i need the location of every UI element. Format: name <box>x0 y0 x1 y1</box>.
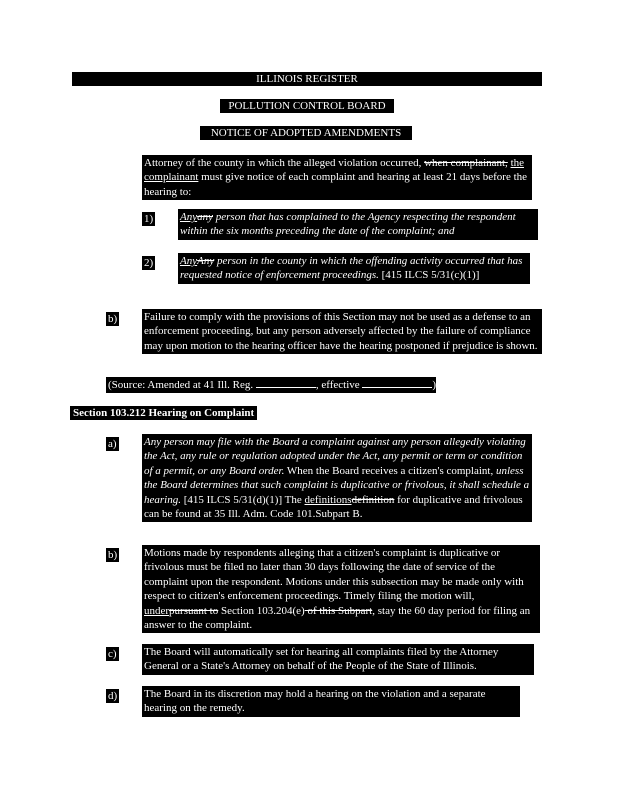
sec-c-text: The Board will automatically set for hearing all complaints filed by the Attorney General or a State's Attorney on behalf of the People of the State of Illinois. <box>142 644 534 675</box>
register-header <box>72 72 542 86</box>
reg-blank <box>256 378 316 388</box>
register-title: ILLINOIS REGISTER <box>256 73 358 85</box>
sec-a-text: Any person may file with the Board a complaint against any person allegedly violating the Act, any rule or regulation adopted under the Act, any permit or term or condition of a permit, or any Board order. When the Board receives a citizen's complaint, unless the Board determines that such complaint is duplicative or frivolous, it shall schedule a hearing. [415 ILCS 5/31(d)(1)] The definitionsdefinition for duplicative and frivolous can be found at 35 Ill. Adm. Code 101.Subpart B. <box>142 434 532 522</box>
board-header <box>220 99 394 113</box>
item-2-label: 2) <box>144 257 154 269</box>
sec-d-label: d) <box>108 690 118 702</box>
para-b1-label: b) <box>108 313 118 325</box>
source-line: (Source: Amended at 41 Ill. Reg. , effective ) <box>106 377 436 393</box>
notice-header <box>200 126 412 140</box>
sec-d-text: The Board in its discretion may hold a hearing on the violation and a separate hearing on the remedy. <box>142 686 520 717</box>
sec-c-label: c) <box>108 648 117 660</box>
effective-blank <box>362 378 432 388</box>
sec-b-text: Motions made by respondents alleging that a citizen's complaint is duplicative or frivolous must be filed no later than 30 days following the date of service of the complaint upon the respondent. Motions under this subsection may be made only with respect to citizen's enforcement proceedings. Timely filing the motion will, underpursuant to Section 103.204(e) of this Subpart, stay the 60 day period for filing an answer to the complaint. <box>142 545 540 633</box>
item-1-text: Anyany person that has complained to the Agency respecting the respondent within the six months preceding the date of the complaint; and <box>178 209 538 240</box>
sec-b-label: b) <box>108 549 118 561</box>
intro-paragraph: Attorney of the county in which the alleged violation occurred, when complainant, the complainant must give notice of each complaint and hearing at least 21 days before the hearing to: <box>142 155 532 200</box>
item-1-label: 1) <box>144 213 154 225</box>
item-2-text: AnyAny person in the county in which the offending activity occurred that has requested notice of enforcement proceedings. [415 ILCS 5/31(c)(1)] <box>178 253 530 284</box>
section-heading: Section 103.212 Hearing on Complaint <box>70 406 257 420</box>
para-b1-text: Failure to comply with the provisions of this Section may not be used as a defense to an enforcement proceeding, but any person adversely affected by the failure of compliance may upon motion to the hearing officer have the hearing postponed if prejudice is shown. <box>142 309 542 354</box>
sec-a-label: a) <box>108 438 117 450</box>
notice-title: NOTICE OF ADOPTED AMENDMENTS <box>210 127 402 139</box>
board-title: POLLUTION CONTROL BOARD <box>228 100 386 112</box>
